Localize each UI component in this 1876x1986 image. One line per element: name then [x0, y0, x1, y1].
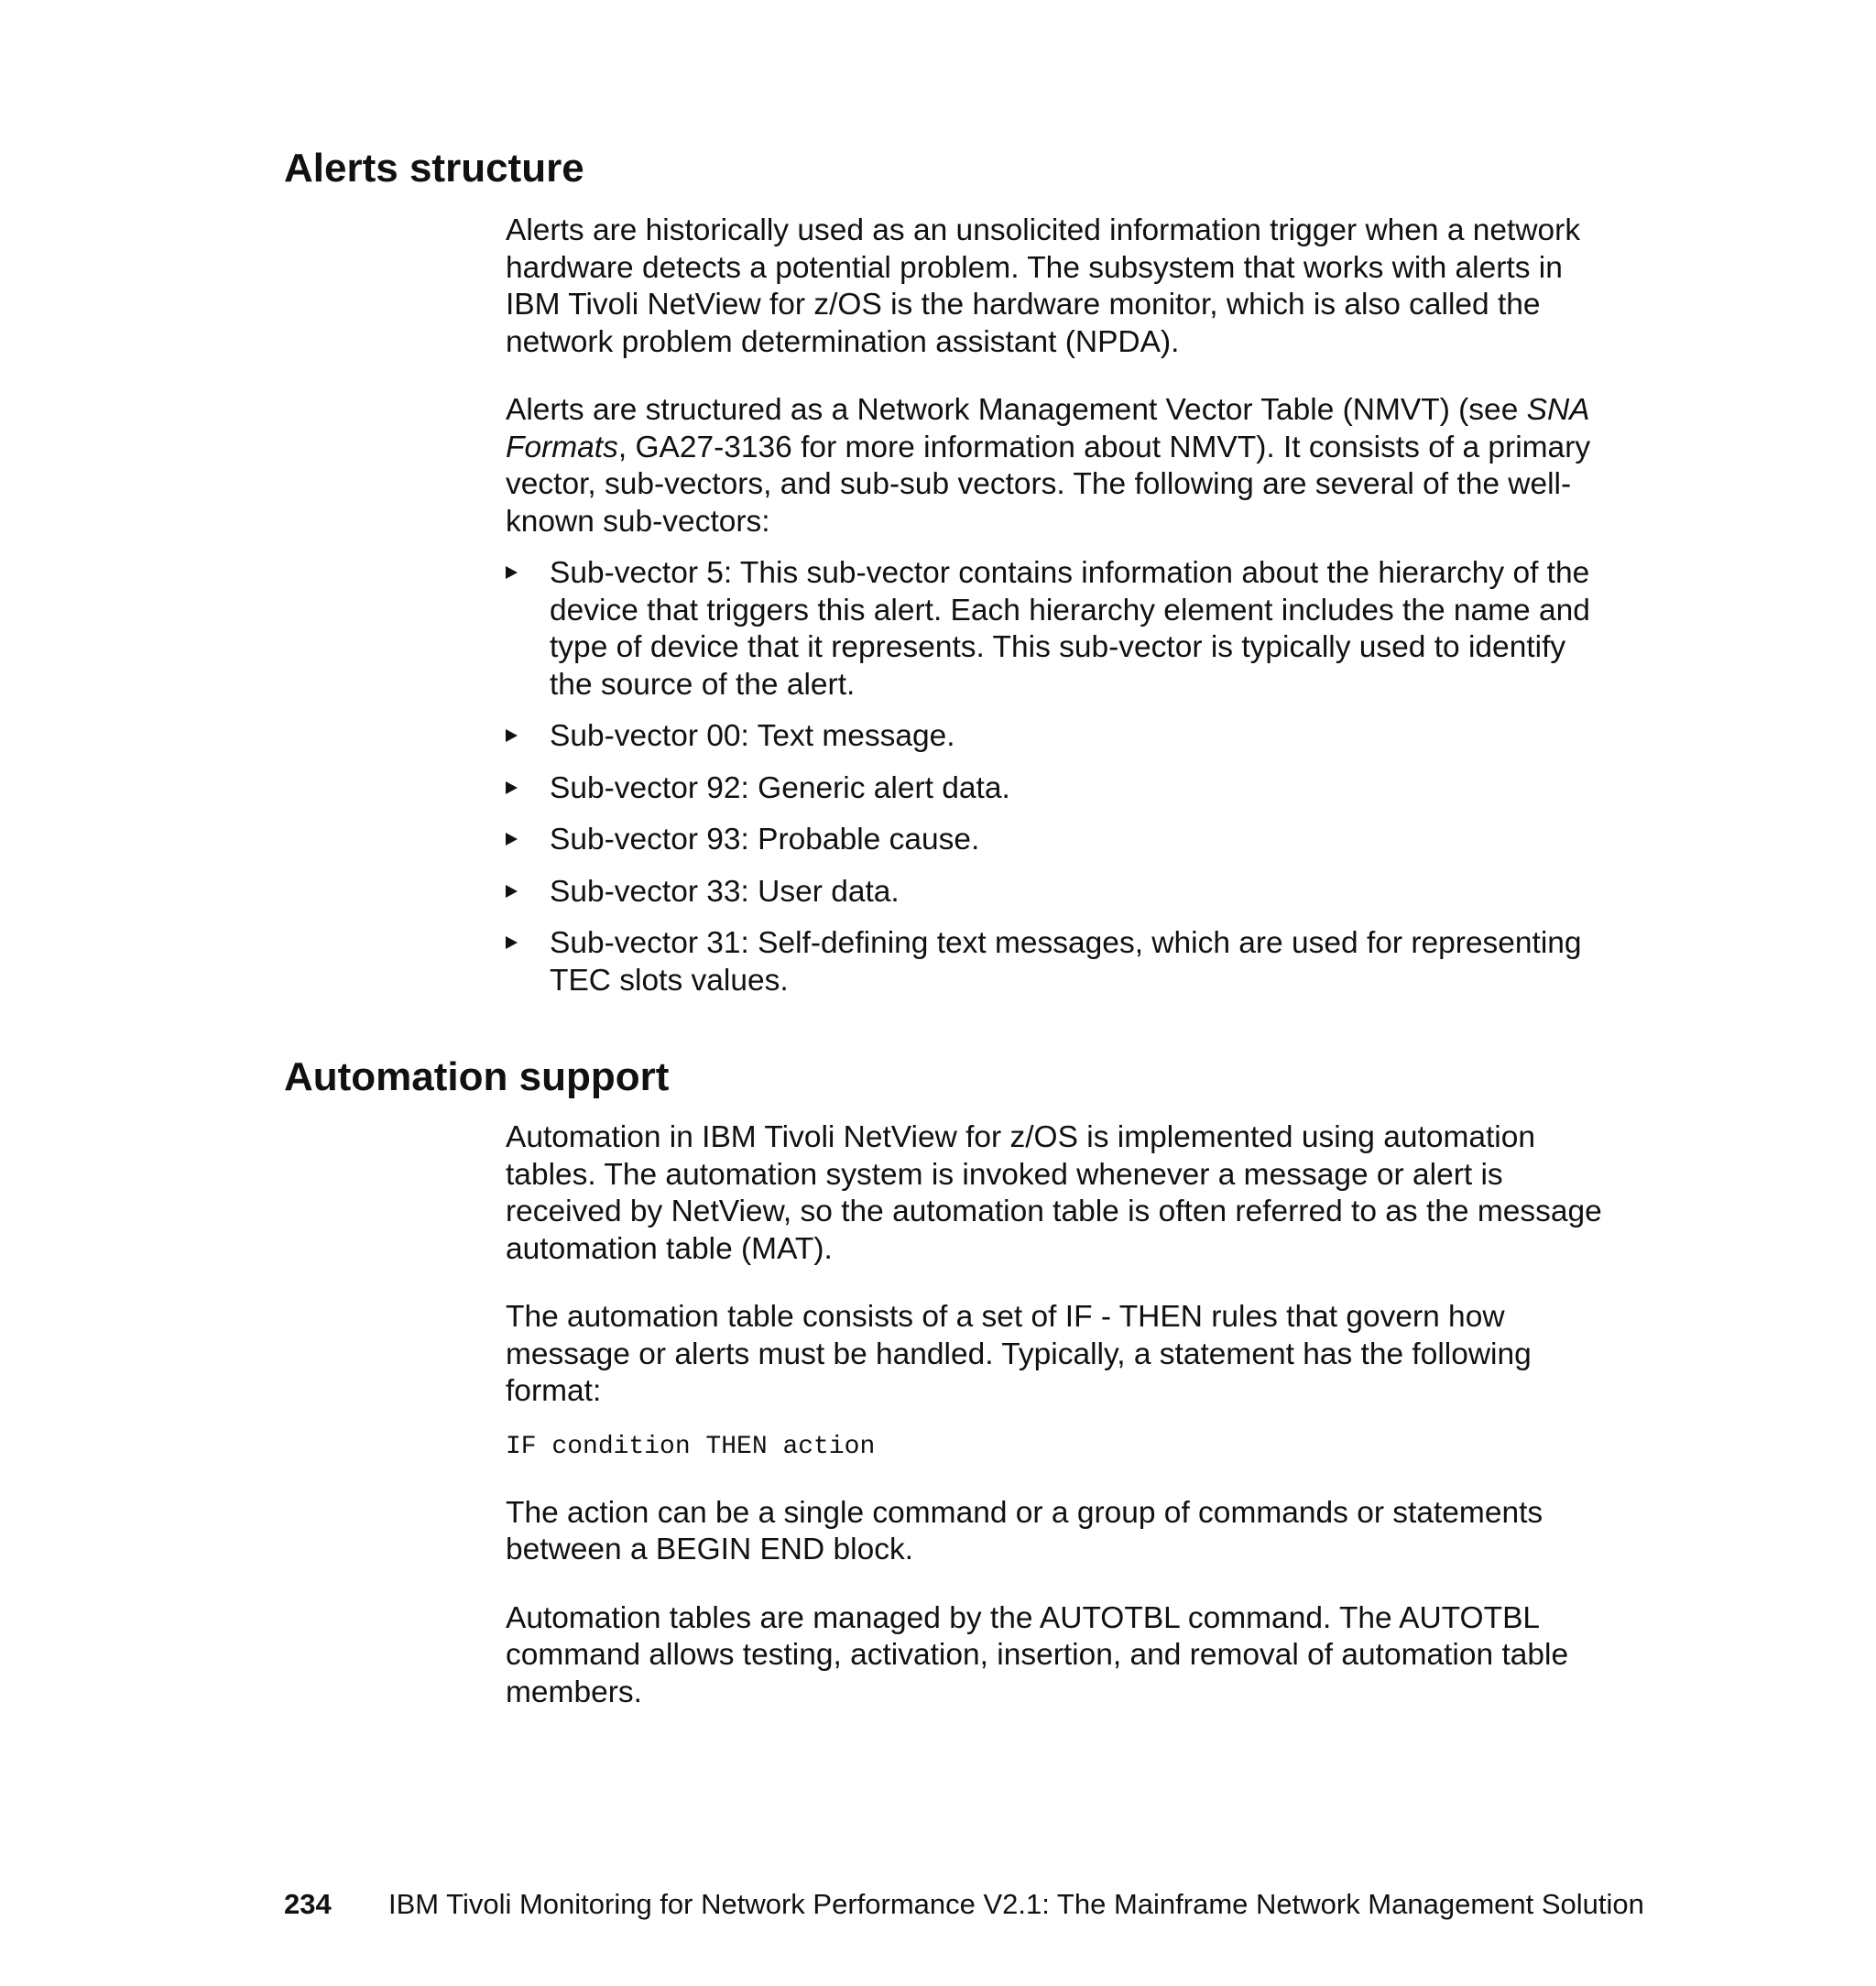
triangle-bullet-icon	[506, 729, 518, 742]
list-item-text: Sub-vector 33: User data.	[550, 874, 900, 909]
book-title: IBM Tivoli Monitoring for Network Performance V2.1: The Mainframe Network Management Solution	[388, 1888, 1644, 1920]
page-number: 234	[284, 1888, 332, 1920]
paragraph-automation-autotbl: Automation tables are managed by the AUTOTBL command. The AUTOTBL command allows testing, activation, insertion, and removal of automation table members.	[506, 1600, 1569, 1709]
list-item-text: Sub-vector 31: Self-defining text messages, which are used for representing TEC slots values.	[550, 926, 1582, 998]
page-footer	[284, 1887, 1644, 1922]
list-item	[506, 555, 1605, 704]
paragraph-automation-rules: The automation table consists of a set of IF - THEN rules that govern how message or alerts must be handled. Typically, a statement has the following format:	[506, 1300, 1532, 1408]
list-item	[506, 874, 1605, 911]
paragraph-alerts-intro: Alerts are historically used as an unsolicited information trigger when a network hardware detects a potential problem. The subsystem that works with alerts in IBM Tivoli NetView for z/OS is the hardware monitor, which is also called the network problem determination assistant (NPDA).	[506, 213, 1581, 359]
list-item	[506, 822, 1605, 859]
text-nmvt-before: Alerts are structured as a Network Management Vector Table (NMVT) (see	[506, 393, 1527, 427]
section-heading-alerts-structure: Alerts structure	[284, 146, 584, 191]
triangle-bullet-icon	[506, 833, 518, 846]
text-sna-formats-italic: SNA Formats	[506, 393, 1589, 464]
list-item-text: Sub-vector 5: This sub-vector contains information about the hierarchy of the device that triggers this alert. Each hierarchy element includes the name and type of device that it represents. This sub-vector is typically used to identify the source of the alert.	[550, 556, 1590, 702]
triangle-bullet-icon	[506, 566, 518, 579]
list-item-text: Sub-vector 00: Text message.	[550, 719, 955, 753]
list-item	[506, 770, 1605, 808]
paragraph-automation-action: The action can be a single command or a group of commands or statements between a BEGIN END block.	[506, 1495, 1543, 1566]
list-item-text: Sub-vector 92: Generic alert data.	[550, 770, 1010, 805]
code-example: IF condition THEN action	[506, 1432, 876, 1461]
list-item-text: Sub-vector 93: Probable cause.	[550, 823, 980, 857]
list-item	[506, 925, 1605, 999]
paragraph-alerts-nmvt	[506, 392, 1605, 540]
triangle-bullet-icon	[506, 781, 518, 794]
subvector-list	[506, 555, 1605, 999]
triangle-bullet-icon	[506, 936, 518, 949]
triangle-bullet-icon	[506, 885, 518, 898]
text-nmvt-after: , GA27-3136 for more information about NMVT). It consists of a primary vector, sub-vectors, and sub-sub vectors. The following are several of the well-known sub-vectors:	[506, 430, 1591, 539]
section-body-alerts-structure	[506, 213, 1605, 1014]
list-item	[506, 718, 1605, 756]
section-body-automation-support	[506, 1119, 1605, 1742]
paragraph-automation-intro: Automation in IBM Tivoli NetView for z/OS is implemented using automation tables. The automation system is invoked whenever a message or alert is received by NetView, so the automation table is often referred to as the message automation table (MAT).	[506, 1120, 1602, 1266]
section-heading-automation-support: Automation support	[284, 1054, 670, 1099]
